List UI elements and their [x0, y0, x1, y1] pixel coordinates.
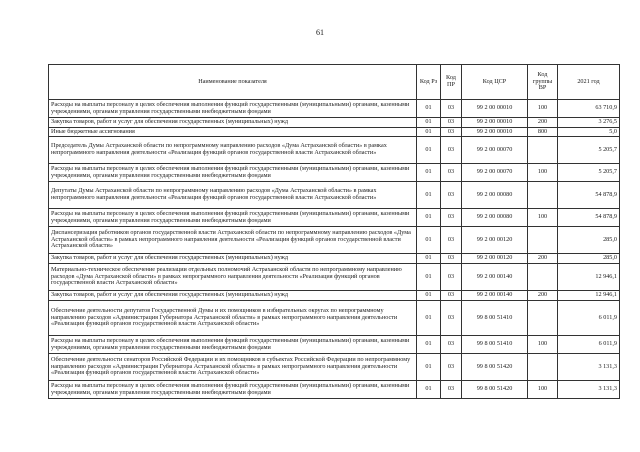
- cell-amount: 285,0: [558, 227, 620, 254]
- cell-vr: 100: [528, 381, 558, 399]
- cell-rz: 01: [417, 291, 441, 301]
- cell-csr: 99 2 00 00120: [462, 227, 528, 254]
- cell-csr: 99 2 00 00140: [462, 264, 528, 291]
- budget-table: [48, 64, 620, 399]
- cell-csr: 99 8 00 51420: [462, 354, 528, 381]
- table-header-row: [49, 65, 620, 100]
- cell-amount: 5,0: [558, 128, 620, 137]
- cell-pr: 03: [441, 264, 462, 291]
- cell-pr: 03: [441, 354, 462, 381]
- page-number: 61: [316, 28, 324, 37]
- table-row: [49, 118, 620, 128]
- cell-csr: 99 2 00 00080: [462, 182, 528, 209]
- cell-csr: 99 2 00 00140: [462, 291, 528, 301]
- cell-vr: 100: [528, 336, 558, 354]
- header-amount: 2021 год: [558, 65, 620, 100]
- cell-rz: 01: [417, 301, 441, 336]
- cell-pr: 03: [441, 227, 462, 254]
- cell-name: Обеспечение деятельности сенаторов Российской Федерации и их помощников в субъектах Российской Федерации по непрограммному направлению расходов «Администрация Губернатора Астраханской области» в рамках непрограммного направления деятельности «Реализация функций органов государственной власти Астраханской области»: [49, 354, 417, 381]
- cell-name: Депутаты Думы Астраханской области по непрограммному направлению расходов «Дума Астраханской области» в рамках непрограммного направления деятельности «Реализация функций органов государственной власти Астраханской области»: [49, 182, 417, 209]
- cell-pr: 03: [441, 209, 462, 227]
- table-body: [49, 100, 620, 399]
- cell-rz: 01: [417, 254, 441, 264]
- table-row: [49, 254, 620, 264]
- table-row: [49, 291, 620, 301]
- cell-pr: 03: [441, 100, 462, 118]
- cell-csr: 99 2 00 00080: [462, 209, 528, 227]
- cell-amount: 285,0: [558, 254, 620, 264]
- cell-name: Расходы на выплаты персоналу в целях обеспечения выполнения функций государственными (муниципальными) органами, казенными учреждениями, органами управления государственными внебюджетными фондами: [49, 164, 417, 182]
- cell-name: Расходы на выплаты персоналу в целях обеспечения выполнения функций государственными (муниципальными) органами, казенными учреждениями, органами управления государственными внебюджетными фондами: [49, 381, 417, 399]
- table-row: [49, 209, 620, 227]
- cell-pr: 03: [441, 137, 462, 164]
- table-row: [49, 227, 620, 254]
- cell-rz: 01: [417, 164, 441, 182]
- cell-vr: 200: [528, 254, 558, 264]
- cell-amount: 6 011,9: [558, 301, 620, 336]
- cell-name: Материально-техническое обеспечение реализации отдельных полномочий Астраханской области по непрограммному направлению расходов «Дума Астраханской области» в рамках непрограммного направления деятельности «Реализация функций органов государственной власти Астраханской области»: [49, 264, 417, 291]
- cell-pr: 03: [441, 254, 462, 264]
- cell-amount: 3 131,3: [558, 354, 620, 381]
- cell-pr: 03: [441, 164, 462, 182]
- cell-name: Закупка товаров, работ и услуг для обеспечения государственных (муниципальных) нужд: [49, 291, 417, 301]
- cell-rz: 01: [417, 209, 441, 227]
- cell-vr: [528, 301, 558, 336]
- cell-rz: 01: [417, 182, 441, 209]
- cell-csr: 99 2 00 00070: [462, 164, 528, 182]
- cell-rz: 01: [417, 354, 441, 381]
- cell-rz: 01: [417, 264, 441, 291]
- cell-amount: 54 878,9: [558, 209, 620, 227]
- cell-amount: 3 131,3: [558, 381, 620, 399]
- cell-vr: [528, 264, 558, 291]
- header-vr: Код группы ВР: [528, 65, 558, 100]
- table-row: [49, 336, 620, 354]
- cell-vr: 100: [528, 164, 558, 182]
- cell-rz: 01: [417, 118, 441, 128]
- cell-csr: 99 8 00 51410: [462, 301, 528, 336]
- header-pr: Код ПР: [441, 65, 462, 100]
- cell-csr: 99 2 00 00010: [462, 100, 528, 118]
- cell-amount: 3 276,5: [558, 118, 620, 128]
- table-row: [49, 128, 620, 137]
- cell-vr: [528, 227, 558, 254]
- cell-pr: 03: [441, 118, 462, 128]
- table-row: [49, 264, 620, 291]
- cell-csr: 99 8 00 51410: [462, 336, 528, 354]
- header-csr: Код ЦСР: [462, 65, 528, 100]
- cell-pr: 03: [441, 336, 462, 354]
- cell-amount: 5 205,7: [558, 137, 620, 164]
- cell-amount: 12 946,1: [558, 264, 620, 291]
- cell-name: Расходы на выплаты персоналу в целях обеспечения выполнения функций государственными (муниципальными) органами, казенными учреждениями, органами управления государственными внебюджетными фондами: [49, 100, 417, 118]
- cell-rz: 01: [417, 137, 441, 164]
- cell-pr: 03: [441, 128, 462, 137]
- cell-name: Расходы на выплаты персоналу в целях обеспечения выполнения функций государственными (муниципальными) органами, казенными учреждениями, органами управления государственными внебюджетными фондами: [49, 336, 417, 354]
- cell-amount: 63 710,9: [558, 100, 620, 118]
- table-row: [49, 381, 620, 399]
- cell-name: Закупка товаров, работ и услуг для обеспечения государственных (муниципальных) нужд: [49, 254, 417, 264]
- cell-csr: 99 2 00 00010: [462, 128, 528, 137]
- cell-pr: 03: [441, 291, 462, 301]
- cell-name: Иные бюджетные ассигнования: [49, 128, 417, 137]
- cell-amount: 54 878,9: [558, 182, 620, 209]
- table-row: [49, 301, 620, 336]
- cell-amount: 6 011,9: [558, 336, 620, 354]
- cell-name: Закупка товаров, работ и услуг для обеспечения государственных (муниципальных) нужд: [49, 118, 417, 128]
- header-name: Наименование показателя: [49, 65, 417, 100]
- cell-csr: 99 2 00 00010: [462, 118, 528, 128]
- cell-pr: 03: [441, 182, 462, 209]
- cell-vr: 100: [528, 209, 558, 227]
- cell-vr: [528, 354, 558, 381]
- cell-vr: [528, 137, 558, 164]
- cell-vr: 800: [528, 128, 558, 137]
- cell-vr: [528, 182, 558, 209]
- table-row: [49, 164, 620, 182]
- cell-csr: 99 8 00 51420: [462, 381, 528, 399]
- table-row: [49, 354, 620, 381]
- cell-csr: 99 2 00 00070: [462, 137, 528, 164]
- cell-rz: 01: [417, 227, 441, 254]
- table-row: [49, 137, 620, 164]
- table-row: [49, 100, 620, 118]
- cell-vr: 200: [528, 118, 558, 128]
- cell-amount: 5 205,7: [558, 164, 620, 182]
- cell-vr: 200: [528, 291, 558, 301]
- cell-name: Расходы на выплаты персоналу в целях обеспечения выполнения функций государственными (муниципальными) органами, казенными учреждениями, органами управления государственными внебюджетными фондами: [49, 209, 417, 227]
- cell-pr: 03: [441, 301, 462, 336]
- cell-name: Обеспечение деятельности депутатов Государственной Думы и их помощников в избирательных округах по непрограммному направлению расходов «Администрация Губернатора Астраханской области» в рамках непрограммного направления деятельности «Реализация функций органов государственной власти Астраханской области»: [49, 301, 417, 336]
- cell-csr: 99 2 00 00120: [462, 254, 528, 264]
- header-rz: Код Рз: [417, 65, 441, 100]
- cell-rz: 01: [417, 381, 441, 399]
- cell-rz: 01: [417, 336, 441, 354]
- cell-name: Председатель Думы Астраханской области по непрограммному направлению расходов «Дума Астраханской области» в рамках непрограммного направления деятельности «Реализация функций органов государственной власти Астраханской области»: [49, 137, 417, 164]
- cell-rz: 01: [417, 128, 441, 137]
- cell-amount: 12 946,1: [558, 291, 620, 301]
- cell-vr: 100: [528, 100, 558, 118]
- cell-pr: 03: [441, 381, 462, 399]
- cell-rz: 01: [417, 100, 441, 118]
- cell-name: Диспансеризация работников органов государственной власти Астраханской области по непрограммному направлению расходов «Дума Астраханской области» в рамках непрограммного направления деятельности «Реализация функций органов государственной власти Астраханской области»: [49, 227, 417, 254]
- table-row: [49, 182, 620, 209]
